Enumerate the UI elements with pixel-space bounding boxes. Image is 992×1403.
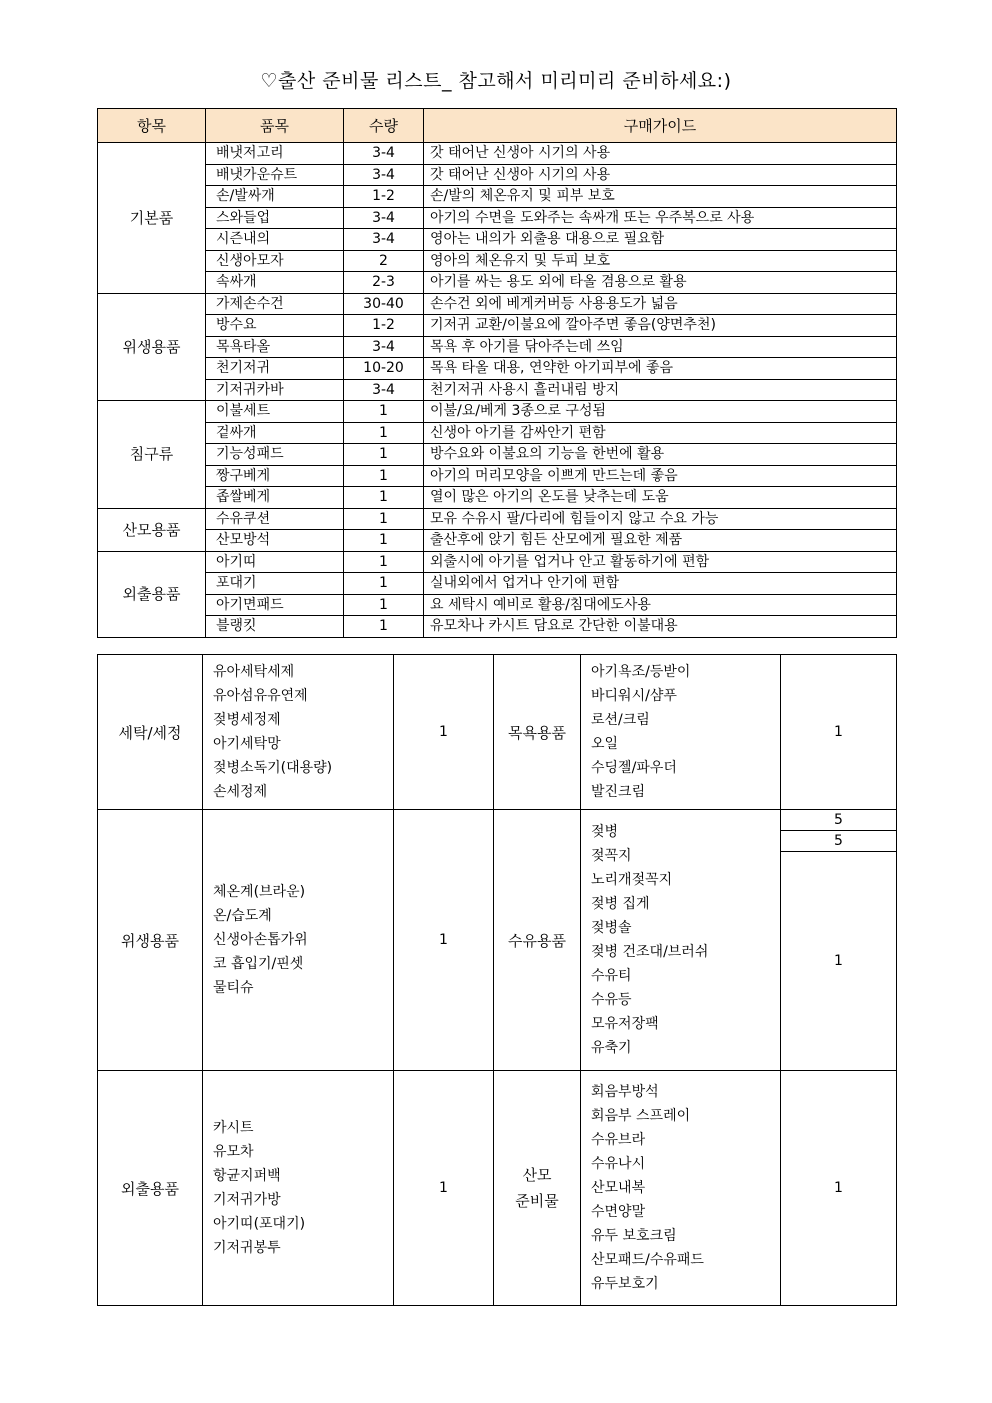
supplies-row-2: [98, 810, 897, 831]
list-item: 카시트: [213, 1120, 254, 1136]
qty-cell: 1: [344, 401, 424, 423]
item-cell: 기저귀카바: [206, 379, 344, 401]
table-row: [98, 336, 897, 358]
category-cell: 외출용품: [98, 1071, 203, 1306]
guide-cell: 천기저귀 사용시 흘러내림 방지: [424, 379, 897, 401]
guide-cell: 갓 태어난 신생아 시기의 사용: [424, 164, 897, 186]
item-list: [203, 810, 394, 1071]
guide-cell: 방수요와 이불요의 기능을 한번에 활용: [424, 444, 897, 466]
qty-cell: 1: [344, 422, 424, 444]
category-cell: 기본품: [98, 143, 206, 294]
qty-cell: 1-2: [344, 186, 424, 208]
guide-cell: 목욕 타올 대용, 연약한 아기피부에 좋음: [424, 358, 897, 380]
item-cell: 포대기: [206, 573, 344, 595]
item-cell: 짱구베게: [206, 465, 344, 487]
table-header-row: [98, 109, 897, 143]
table-row: [98, 315, 897, 337]
list-item: 젖병세정제: [213, 712, 281, 728]
item-cell: 수유쿠션: [206, 508, 344, 530]
guide-cell: 신생아 아기를 감싸안기 편함: [424, 422, 897, 444]
category-cell: 세탁/세정: [98, 655, 203, 810]
guide-cell: 열이 많은 아기의 온도를 낮추는데 도움: [424, 487, 897, 509]
header-guide: 구매가이드: [424, 109, 897, 143]
table-row: [98, 229, 897, 251]
item-cell: 가제손수건: [206, 293, 344, 315]
item-cell: 손/발싸개: [206, 186, 344, 208]
list-item: 유축기: [591, 1040, 632, 1056]
guide-cell: 외출시에 아기를 업거나 안고 활동하기에 편함: [424, 551, 897, 573]
guide-cell: 영아의 체온유지 및 두피 보호: [424, 250, 897, 272]
qty-cell: 2-3: [344, 272, 424, 294]
page-title: ♡출산 준비물 리스트_ 참고해서 미리미리 준비하세요:): [260, 70, 732, 92]
list-item: 온/습도계: [213, 908, 272, 924]
list-item: 아기띠(포대기): [213, 1216, 306, 1232]
list-item: 젖병소독기(대용량): [213, 760, 333, 776]
qty-cell: 3-4: [344, 143, 424, 165]
list-item: 젖병: [591, 824, 619, 840]
qty-cell: 3-4: [344, 379, 424, 401]
item-cell: 방수요: [206, 315, 344, 337]
guide-cell: 손수건 외에 베게커버등 사용용도가 넓음: [424, 293, 897, 315]
qty-cell: 10-20: [344, 358, 424, 380]
category-cell: 침구류: [98, 401, 206, 509]
list-item: 아기세탁망: [213, 736, 281, 752]
list-item: 젖꼭지: [591, 848, 632, 864]
qty-cell: 1: [344, 444, 424, 466]
guide-cell: 아기의 머리모양을 이쁘게 만드는데 좋음: [424, 465, 897, 487]
list-item: 수유티: [591, 968, 632, 984]
item-cell: 배냇저고리: [206, 143, 344, 165]
item-cell: 배냇가운슈트: [206, 164, 344, 186]
list-item: 바디워시/샴푸: [591, 688, 677, 704]
qty-cell: 1: [344, 487, 424, 509]
guide-cell: 유모차나 카시트 담요로 간단한 이불대용: [424, 616, 897, 638]
item-cell: 겉싸개: [206, 422, 344, 444]
qty-cell: 1: [344, 616, 424, 638]
category-cell: 산모용품: [98, 508, 206, 551]
qty-cell: 30-40: [344, 293, 424, 315]
qty-cell: 2: [344, 250, 424, 272]
header-qty: 수량: [344, 109, 424, 143]
list-item: 물티슈: [213, 980, 254, 996]
guide-cell: 요 세탁시 예비로 활용/침대에도사용: [424, 594, 897, 616]
guide-cell: 손/발의 체온유지 및 피부 보호: [424, 186, 897, 208]
category-cell: 외출용품: [98, 551, 206, 637]
guide-cell: 실내외에서 업거나 안기에 편함: [424, 573, 897, 595]
list-item: 손세정제: [213, 784, 268, 800]
item-cell: 아기띠: [206, 551, 344, 573]
table-row: [98, 272, 897, 294]
guide-cell: 이불/요/베게 3종으로 구성됨: [424, 401, 897, 423]
supplies-table: [97, 654, 897, 1306]
guide-cell: 영아는 내의가 외출용 대용으로 필요함: [424, 229, 897, 251]
qty-cell: 1: [781, 655, 897, 810]
table-row: [98, 358, 897, 380]
list-item: 유아세탁세제: [213, 664, 295, 680]
item-list: [581, 810, 781, 1071]
qty-cell: 1: [344, 594, 424, 616]
list-item: 로션/크림: [591, 712, 650, 728]
table-row: [98, 207, 897, 229]
table-row: [98, 551, 897, 573]
table-row: [98, 508, 897, 530]
item-cell: 이불세트: [206, 401, 344, 423]
item-cell: 아기면패드: [206, 594, 344, 616]
qty-cell: 1: [394, 1071, 494, 1306]
table-row: [98, 487, 897, 509]
list-item: 체온계(브라운): [213, 884, 306, 900]
table-row: [98, 422, 897, 444]
qty-cell: 3-4: [344, 229, 424, 251]
table-row: [98, 379, 897, 401]
item-cell: 속싸개: [206, 272, 344, 294]
list-item: 수면양말: [591, 1204, 646, 1220]
qty-cell: 3-4: [344, 207, 424, 229]
item-list: [203, 1071, 394, 1306]
list-item: 산모내복: [591, 1180, 646, 1196]
item-cell: 산모방석: [206, 530, 344, 552]
item-cell: 좁쌀베게: [206, 487, 344, 509]
list-item: 수유나시: [591, 1156, 646, 1172]
category-cell: 수유용품: [494, 810, 581, 1071]
table-row: [98, 186, 897, 208]
table-row: [98, 616, 897, 638]
item-cell: 시즌내의: [206, 229, 344, 251]
table-row: [98, 164, 897, 186]
category-cell: 위생용품: [98, 810, 203, 1071]
qty-cell: 1: [344, 465, 424, 487]
header-category: 항목: [98, 109, 206, 143]
table-row: [98, 143, 897, 165]
category-cell: [494, 1071, 581, 1306]
qty-cell: 1: [344, 573, 424, 595]
qty-cell: 1: [344, 530, 424, 552]
table-row: [98, 250, 897, 272]
item-cell: 스와들업: [206, 207, 344, 229]
item-list: [581, 655, 781, 810]
table-row: [98, 530, 897, 552]
qty-cell: 5: [781, 831, 897, 852]
list-item: 항균지퍼백: [213, 1168, 281, 1184]
list-item: 젖병 건조대/브러쉬: [591, 944, 709, 960]
list-item: 유두보호기: [591, 1276, 659, 1292]
category-cell: 목욕용품: [494, 655, 581, 810]
guide-cell: 기저귀 교환/이불요에 깔아주면 좋음(양면추천): [424, 315, 897, 337]
list-item: 발진크림: [591, 784, 646, 800]
table-row: [98, 465, 897, 487]
item-cell: 기능성패드: [206, 444, 344, 466]
table-row: [98, 444, 897, 466]
list-item: 유아섬유유연제: [213, 688, 308, 704]
list-item: 회음부 스프레이: [591, 1108, 691, 1124]
qty-cell: 1: [781, 1071, 897, 1306]
qty-cell: 1-2: [344, 315, 424, 337]
list-item: 젖병 집게: [591, 896, 650, 912]
list-item: 수유브라: [591, 1132, 646, 1148]
checklist-body: [98, 143, 897, 638]
header-item: 품목: [206, 109, 344, 143]
item-cell: 신생아모자: [206, 250, 344, 272]
item-list: [203, 655, 394, 810]
guide-cell: 목욕 후 아기를 닦아주는데 쓰임: [424, 336, 897, 358]
table-row: [98, 401, 897, 423]
qty-cell: 1: [781, 852, 897, 1071]
table-row: [98, 594, 897, 616]
qty-cell: 1: [344, 508, 424, 530]
supplies-row-3: [98, 1071, 897, 1306]
category-cell: 위생용품: [98, 293, 206, 401]
list-item: 아기욕조/등받이: [591, 664, 691, 680]
qty-cell: 1: [394, 810, 494, 1071]
list-item: 모유저장팩: [591, 1016, 659, 1032]
guide-cell: 아기의 수면을 도와주는 속싸개 또는 우주복으로 사용: [424, 207, 897, 229]
list-item: 유두 보호크림: [591, 1228, 677, 1244]
item-cell: 목욕타올: [206, 336, 344, 358]
qty-cell: 1: [344, 551, 424, 573]
table-row: [98, 293, 897, 315]
list-item: 코 흡입기/핀셋: [213, 956, 304, 972]
list-item: 오일: [591, 736, 619, 752]
list-item: 유모차: [213, 1144, 254, 1160]
guide-cell: 출산후에 앉기 힘든 산모에게 필요한 제품: [424, 530, 897, 552]
qty-cell: 3-4: [344, 164, 424, 186]
list-item: 기저귀봉투: [213, 1240, 281, 1256]
qty-cell: 3-4: [344, 336, 424, 358]
category-line: 산모: [522, 1166, 552, 1184]
checklist-table: [97, 108, 897, 638]
list-item: 노리개젖꼭지: [591, 872, 673, 888]
list-item: 산모패드/수유패드: [591, 1252, 704, 1268]
item-list: [581, 1071, 781, 1306]
list-item: 수유등: [591, 992, 632, 1008]
list-item: 젖병솔: [591, 920, 632, 936]
category-line: 준비물: [515, 1192, 559, 1210]
supplies-row-1: [98, 655, 897, 810]
list-item: 수딩젤/파우더: [591, 760, 677, 776]
list-item: 신생아손톱가위: [213, 932, 308, 948]
item-cell: 천기저귀: [206, 358, 344, 380]
table-row: [98, 573, 897, 595]
guide-cell: 갓 태어난 신생아 시기의 사용: [424, 143, 897, 165]
list-item: 회음부방석: [591, 1084, 659, 1100]
list-item: 기저귀가방: [213, 1192, 281, 1208]
item-cell: 블랭킷: [206, 616, 344, 638]
qty-cell: 5: [781, 810, 897, 831]
guide-cell: 모유 수유시 팔/다리에 힘들이지 않고 수요 가능: [424, 508, 897, 530]
guide-cell: 아기를 싸는 용도 외에 타올 겸용으로 활용: [424, 272, 897, 294]
qty-cell: 1: [394, 655, 494, 810]
